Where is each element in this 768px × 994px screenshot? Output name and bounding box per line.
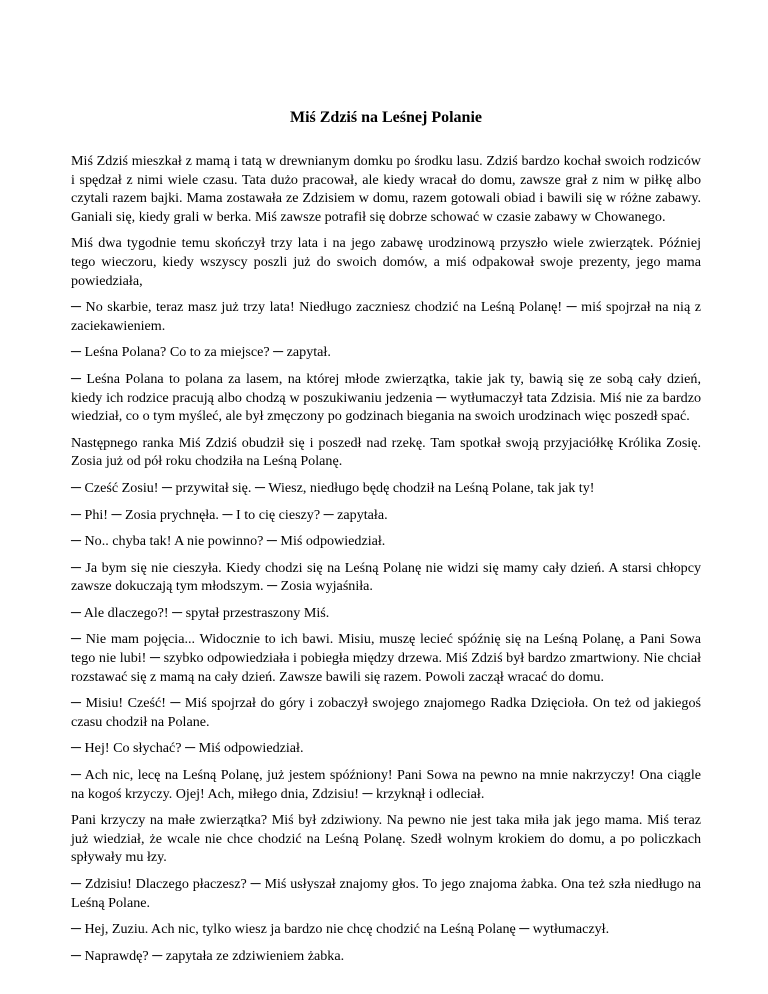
paragraph: ─ Nie mam pojęcia... Widocznie to ich bawi. Misiu, muszę lecieć spóźnię się na Leśną Polanę, a Pani Sowa tego nie lubi! ─ szybko odpowiedziała i pobiegła między drzewa. Miś Zdziś był bardzo zmartwiony. Nie chciał rozstawać się z mamą na cały dzień. Zawsze bawili się razem. Powoli zaczął wracać do domu.	[71, 631, 701, 685]
paragraph: ─ Leśna Polana? Co to za miejsce? ─ zapytał.	[71, 344, 331, 361]
paragraph: ─ No.. chyba tak! A nie powinno? ─ Miś odpowiedział.	[71, 533, 386, 550]
paragraph: Następnego ranka Miś Zdziś obudził się i poszedł nad rzekę. Tam spotkał swoją przyjaciółkę Królika Zosię. Zosia już od pół roku chodziła na Leśną Polanę.	[71, 434, 701, 470]
paragraph: ─ Ale dlaczego?! ─ spytał przestraszony Miś.	[71, 604, 330, 621]
document-title: Miś Zdziś na Leśnej Polanie	[289, 109, 482, 126]
paragraph: ─ Misiu! Cześć! ─ Miś spojrzał do góry i zobaczył swojego znajomego Radka Dzięcioła. On też od jakiegoś czasu chodził na Polane.	[71, 695, 701, 730]
paragraph: Miś dwa tygodnie temu skończył trzy lata i na jego zabawę urodzinową przyszło wiele zwierzątek. Później tego wieczoru, kiedy wszyscy poszli już do swoich domów, a miś odpakował swoje prezenty, jego mama powiedziała,	[71, 235, 701, 289]
paragraph: ─ Zdzisiu! Dlaczego płaczesz? ─ Miś usłyszał znajomy głos. To jego znajoma żabka. Ona też szła niedługo na Leśną Polane.	[71, 876, 701, 911]
paragraph: ─ Hej, Zuziu. Ach nic, tylko wiesz ja bardzo nie chcę chodzić na Leśną Polanę ─ wytłumaczył.	[71, 921, 610, 938]
paragraph: ─ Hej! Co słychać? ─ Miś odpowiedział.	[71, 740, 304, 757]
paragraph: ─ Cześć Zosiu! ─ przywitał się. ─ Wiesz, niedługo będę chodził na Leśną Polane, tak jak ty!	[71, 479, 595, 496]
paragraph: Pani krzyczy na małe zwierzątka? Miś był zdziwiony. Na pewno nie jest taka miła jak jego mama. Miś teraz już wiedział, że wcale nie chce chodzić na Leśną Polanę. Szedł wolnym krokiem do domu, a po policzkach spływały mu łzy.	[71, 812, 701, 866]
paragraph: ─ No skarbie, teraz masz już trzy lata! Niedługo zaczniesz chodzić na Leśną Polanę! ─ miś spojrzał na nią z zaciekawieniem.	[71, 299, 701, 334]
paragraph: Miś Zdziś mieszkał z mamą i tatą w drewnianym domku po środku lasu. Zdziś bardzo kochał swoich rodziców i spędzał z nimi wiele czasu. Tata dużo pracował, ale kiedy wracał do domu, zawsze grał z nim w piłkę albo czytali razem bajki. Mama zostawała ze Zdzisiem w domu, razem gotowali obiad i bawili się w różne zabawy. Ganiali się, kiedy grali w berka. Miś zawsze potrafił się dobrze schować w czasie zabawy w Chowanego.	[71, 153, 701, 225]
document-body	[71, 152, 701, 965]
paragraph: ─ Leśna Polana to polana za lasem, na której młode zwierzątka, takie jak ty, bawią się ze sobą cały dzień, kiedy ich rodzice pracują albo chodzą w poszukiwaniu jedzenia ─ wytłumaczył tata Zdzisia. Miś nie za bardzo wiedział, co o tym myśleć, ale był zmęczony po godzinach biegania na swoich urodzinach więc poszedł spać.	[71, 370, 701, 425]
paragraph: ─ Ja bym się nie cieszyła. Kiedy chodzi się na Leśną Polanę nie widzi się mamy cały dzień. A starsi chłopcy zawsze dokuczają tym młodszym. ─ Zosia wyjaśniła.	[71, 559, 701, 595]
paragraph: ─ Naprawdę? ─ zapytała ze zdziwieniem żabka.	[71, 947, 345, 964]
paragraph: ─ Phi! ─ Zosia prychnęła. ─ I to cię cieszy? ─ zapytała.	[71, 506, 388, 523]
paragraph: ─ Ach nic, lecę na Leśną Polanę, już jestem spóźniony! Pani Sowa na pewno na mnie nakrzyczy! Ona ciągle na kogoś krzyczy. Ojej! Ach, miłego dnia, Zdzisiu! ─ krzyknął i odleciał.	[71, 767, 701, 802]
